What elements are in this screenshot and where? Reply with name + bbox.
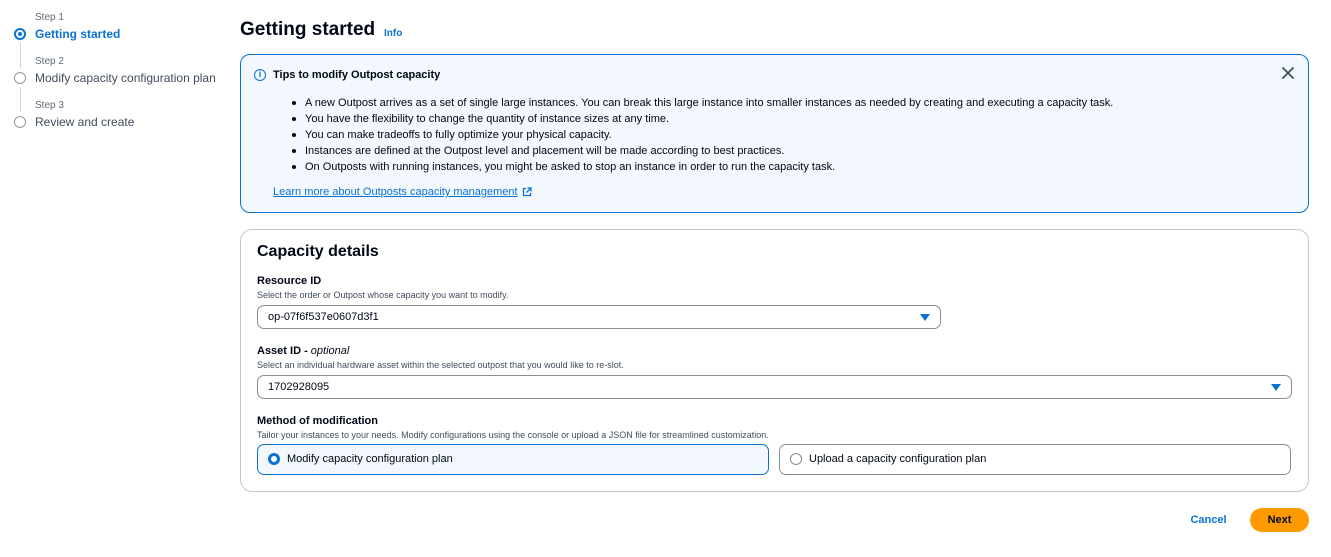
asset-id-label bbox=[257, 345, 349, 357]
step-number: Step 1 bbox=[35, 12, 64, 23]
step-pending-indicator-icon bbox=[14, 72, 26, 84]
close-icon[interactable] bbox=[1281, 66, 1295, 80]
capacity-details-card bbox=[240, 229, 1309, 492]
step-review-create bbox=[14, 99, 229, 143]
asset-id-value: 1702928095 bbox=[268, 381, 330, 393]
step-label[interactable]: Getting started bbox=[35, 27, 121, 41]
list-item: You have the flexibility to change the quantity of instance sizes at any time. bbox=[289, 111, 1113, 127]
list-item: A new Outpost arrives as a set of single large instances. You can break this large instance into smaller instances as needed by creating and executing a capacity task. bbox=[289, 95, 1113, 111]
asset-id-description: Select an individual hardware asset within the selected outpost that you would like to re-slot. bbox=[257, 360, 624, 370]
caret-down-icon bbox=[920, 314, 930, 321]
resource-id-description: Select the order or Outpost whose capacity you want to modify. bbox=[257, 290, 509, 300]
resource-id-label: Resource ID bbox=[257, 275, 322, 287]
info-link[interactable]: Info bbox=[384, 28, 403, 39]
method-label: Method of modification bbox=[257, 415, 378, 427]
cancel-button[interactable]: Cancel bbox=[1181, 509, 1236, 531]
learn-more-label: Learn more about Outposts capacity management bbox=[273, 186, 518, 198]
option-label: Upload a capacity configuration plan bbox=[809, 453, 987, 465]
step-number: Step 3 bbox=[35, 100, 64, 111]
step-label: Modify capacity configuration plan bbox=[35, 71, 216, 85]
radio-selected-icon[interactable] bbox=[268, 453, 280, 465]
resource-id-select[interactable] bbox=[257, 305, 941, 329]
list-item: Instances are defined at the Outpost level and placement will be made according to best practices. bbox=[289, 143, 1113, 159]
list-item: On Outposts with running instances, you might be asked to stop an instance in order to run the capacity task. bbox=[289, 159, 1113, 175]
card-title: Capacity details bbox=[257, 243, 379, 260]
tips-list bbox=[289, 95, 1113, 175]
step-label: Review and create bbox=[35, 115, 135, 129]
option-label: Modify capacity configuration plan bbox=[287, 453, 453, 465]
wizard-steps bbox=[14, 11, 229, 143]
step-modify-plan bbox=[14, 55, 229, 99]
step-current-indicator-icon bbox=[14, 28, 26, 40]
step-number: Step 2 bbox=[35, 56, 64, 67]
method-description: Tailor your instances to your needs. Modify configurations using the console or upload a JSON file for streamlined customization. bbox=[257, 430, 769, 440]
list-item: You can make tradeoffs to fully optimize your physical capacity. bbox=[289, 127, 1113, 143]
external-link-icon bbox=[522, 187, 532, 197]
upload-plan-option[interactable] bbox=[779, 444, 1291, 475]
page-title: Getting started bbox=[240, 19, 376, 40]
step-pending-indicator-icon bbox=[14, 116, 26, 128]
next-button[interactable]: Next bbox=[1250, 508, 1309, 532]
tips-alert bbox=[240, 54, 1309, 213]
alert-title: Tips to modify Outpost capacity bbox=[273, 69, 441, 81]
learn-more-link[interactable] bbox=[273, 186, 532, 198]
asset-id-label-text: Asset ID - bbox=[257, 345, 311, 357]
asset-id-select[interactable] bbox=[257, 375, 1292, 399]
resource-id-value: op-07f6f537e0607d3f1 bbox=[268, 311, 379, 323]
info-icon: i bbox=[254, 69, 266, 81]
step-getting-started[interactable] bbox=[14, 11, 229, 55]
modify-plan-option[interactable] bbox=[257, 444, 769, 475]
optional-text: optional bbox=[310, 345, 350, 357]
radio-unselected-icon[interactable] bbox=[790, 453, 802, 465]
caret-down-icon bbox=[1271, 384, 1281, 391]
